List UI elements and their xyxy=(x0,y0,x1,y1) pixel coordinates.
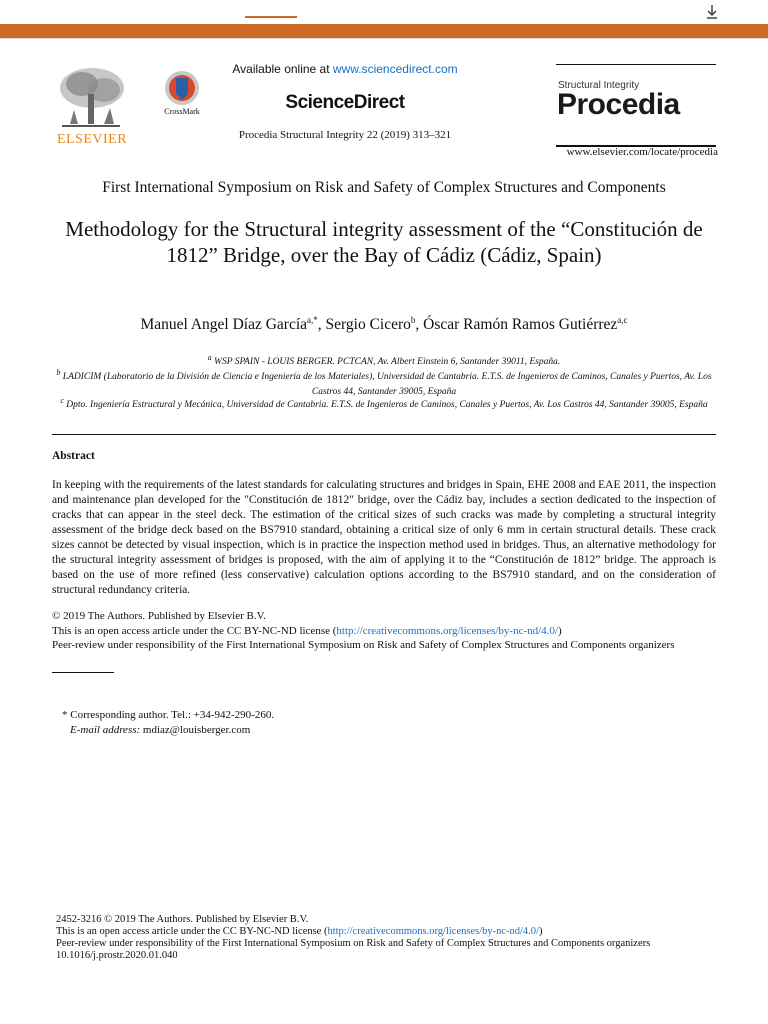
procedia-subtitle: Structural Integrity xyxy=(558,80,640,91)
email-label: E-mail address: xyxy=(70,724,141,736)
elsevier-url[interactable]: www.elsevier.com/locate/procedia xyxy=(566,146,718,158)
peer-review-line: Peer-review under responsibility of the First International Symposium on Risk and Safety of Complex Structures and Components organizers xyxy=(52,639,675,651)
corresponding-author: * Corresponding author. Tel.: +34-942-290-260. xyxy=(62,709,275,721)
author-affil-mark: b xyxy=(410,315,416,325)
section-divider xyxy=(52,434,716,435)
footer-issn: 2452-3216 © 2019 The Authors. Published by Elsevier B.V. xyxy=(56,914,309,925)
footer-open-access-prefix: This is an open access article under the CC BY-NC-ND license ( xyxy=(56,926,328,937)
toolbar-accent-bar xyxy=(0,24,768,38)
paper-title: Methodology for the Structural integrity assessment of the “Constitución de 1812” Bridge, over the Bay of Cádiz (Cádiz, Spain) xyxy=(65,217,703,267)
publisher-name: ELSEVIER xyxy=(56,132,128,147)
author-separator: , xyxy=(415,316,424,334)
author-affil-mark: a,* xyxy=(307,315,318,325)
footer-open-access xyxy=(56,926,756,938)
corresponding-author-note xyxy=(62,708,274,738)
download-icon[interactable] xyxy=(702,2,722,22)
footer-open-access-suffix: ) xyxy=(538,926,543,937)
open-access-suffix: ) xyxy=(558,625,562,637)
crossmark-label: CrossMark xyxy=(164,107,200,116)
affiliation-mark: b xyxy=(56,368,61,377)
license-link[interactable]: http://creativecommons.org/licenses/by-nc-nd/4.0/ xyxy=(336,625,558,637)
conference-name: First International Symposium on Risk and Safety of Complex Structures and Components xyxy=(102,179,666,196)
footer-license-link[interactable]: http://creativecommons.org/licenses/by-nc-nd/4.0/ xyxy=(327,926,539,937)
sciencedirect-link[interactable]: www.sciencedirect.com xyxy=(332,62,458,76)
affiliation-text: Dpto. Ingeniería Estructural y Mecánica, Universidad de Cantabria. E.T.S. de Ingenieros de Caminos, Canales y Puertos, Av. Los Castros 44, Santander 39005, España xyxy=(66,400,708,411)
open-access-prefix: This is an open access article under the CC BY-NC-ND license ( xyxy=(52,625,337,637)
author-name: Sergio Cicero xyxy=(325,316,411,334)
affiliation-mark: a xyxy=(207,353,212,362)
author-separator: , xyxy=(317,316,326,334)
journal-reference: Procedia Structural Integrity 22 (2019) 313–321 xyxy=(238,129,452,141)
affiliation-mark: c xyxy=(60,396,64,405)
open-access-line xyxy=(52,624,732,638)
affiliation xyxy=(50,393,718,413)
affiliation-text: LADICIM (Laboratorio de la División de Ciencia e Ingeniería de los Materiales), Universidad de Cantabria. E.T.S. de Ingenieros de Caminos, Canales y Puertos, Av. Los Castros 44, Santander 39005, España xyxy=(62,372,712,398)
copyright-line: © 2019 The Authors. Published by Elsevier B.V. xyxy=(52,610,266,622)
author-list xyxy=(40,315,728,334)
author-name: Manuel Angel Díaz García xyxy=(140,316,308,334)
available-prefix: Available online at xyxy=(232,62,333,76)
procedia-wordmark: Procedia xyxy=(557,88,680,121)
toolbar-tab-indicator[interactable] xyxy=(245,16,297,18)
sciencedirect-wordmark: ScienceDirect xyxy=(285,92,405,113)
available-online xyxy=(200,62,490,76)
email-address[interactable]: mdiaz@louisberger.com xyxy=(140,724,251,736)
abstract-body: In keeping with the requirements of the latest standards for calculating structures and bridges in Spain, EHE 2008 and EAE 2011, the inspection and maintenance plan developed for the "Constitución de 1812" bridge, over the Cádiz bay, includes a section dedicated to the inspection of cracks that can appear in the steel deck. The estimation of the critical sizes of such cracks was made by completing a structural integrity assessment of the bridge deck based on the BS7910 standard, obtaining a critical size of only 6 mm in certain structural details. These crack sizes cannot be detected by visual inspection, which is in practice the inspection method used in bridges. Thus, an alternative methodology for the structural integrity assessment of bridges is proposed, with the aim of applying it to the “Constitución de 1812” bridge. The approach is based on the use of more refined (less conservative) calculation options according to the BS7910 standard, and on the consideration of structural redundancy criteria. xyxy=(52,479,716,596)
abstract-heading: Abstract xyxy=(52,450,95,462)
footer-doi[interactable]: 10.1016/j.prostr.2020.01.040 xyxy=(56,950,178,961)
footer-peer-review: Peer-review under responsibility of the First International Symposium on Risk and Safety of Complex Structures and Components organizers xyxy=(56,938,651,949)
author-affil-mark: a,c xyxy=(617,315,628,325)
author-name: Óscar Ramón Ramos Gutiérrez xyxy=(423,316,618,334)
page-footer xyxy=(56,914,756,962)
footnote-divider xyxy=(52,672,114,673)
affiliation-text: WSP SPAIN - LOUIS BERGER. PCTCAN, Av. Albert Einstein 6, Santander 39011, España. xyxy=(214,357,561,368)
email-line xyxy=(62,723,274,738)
